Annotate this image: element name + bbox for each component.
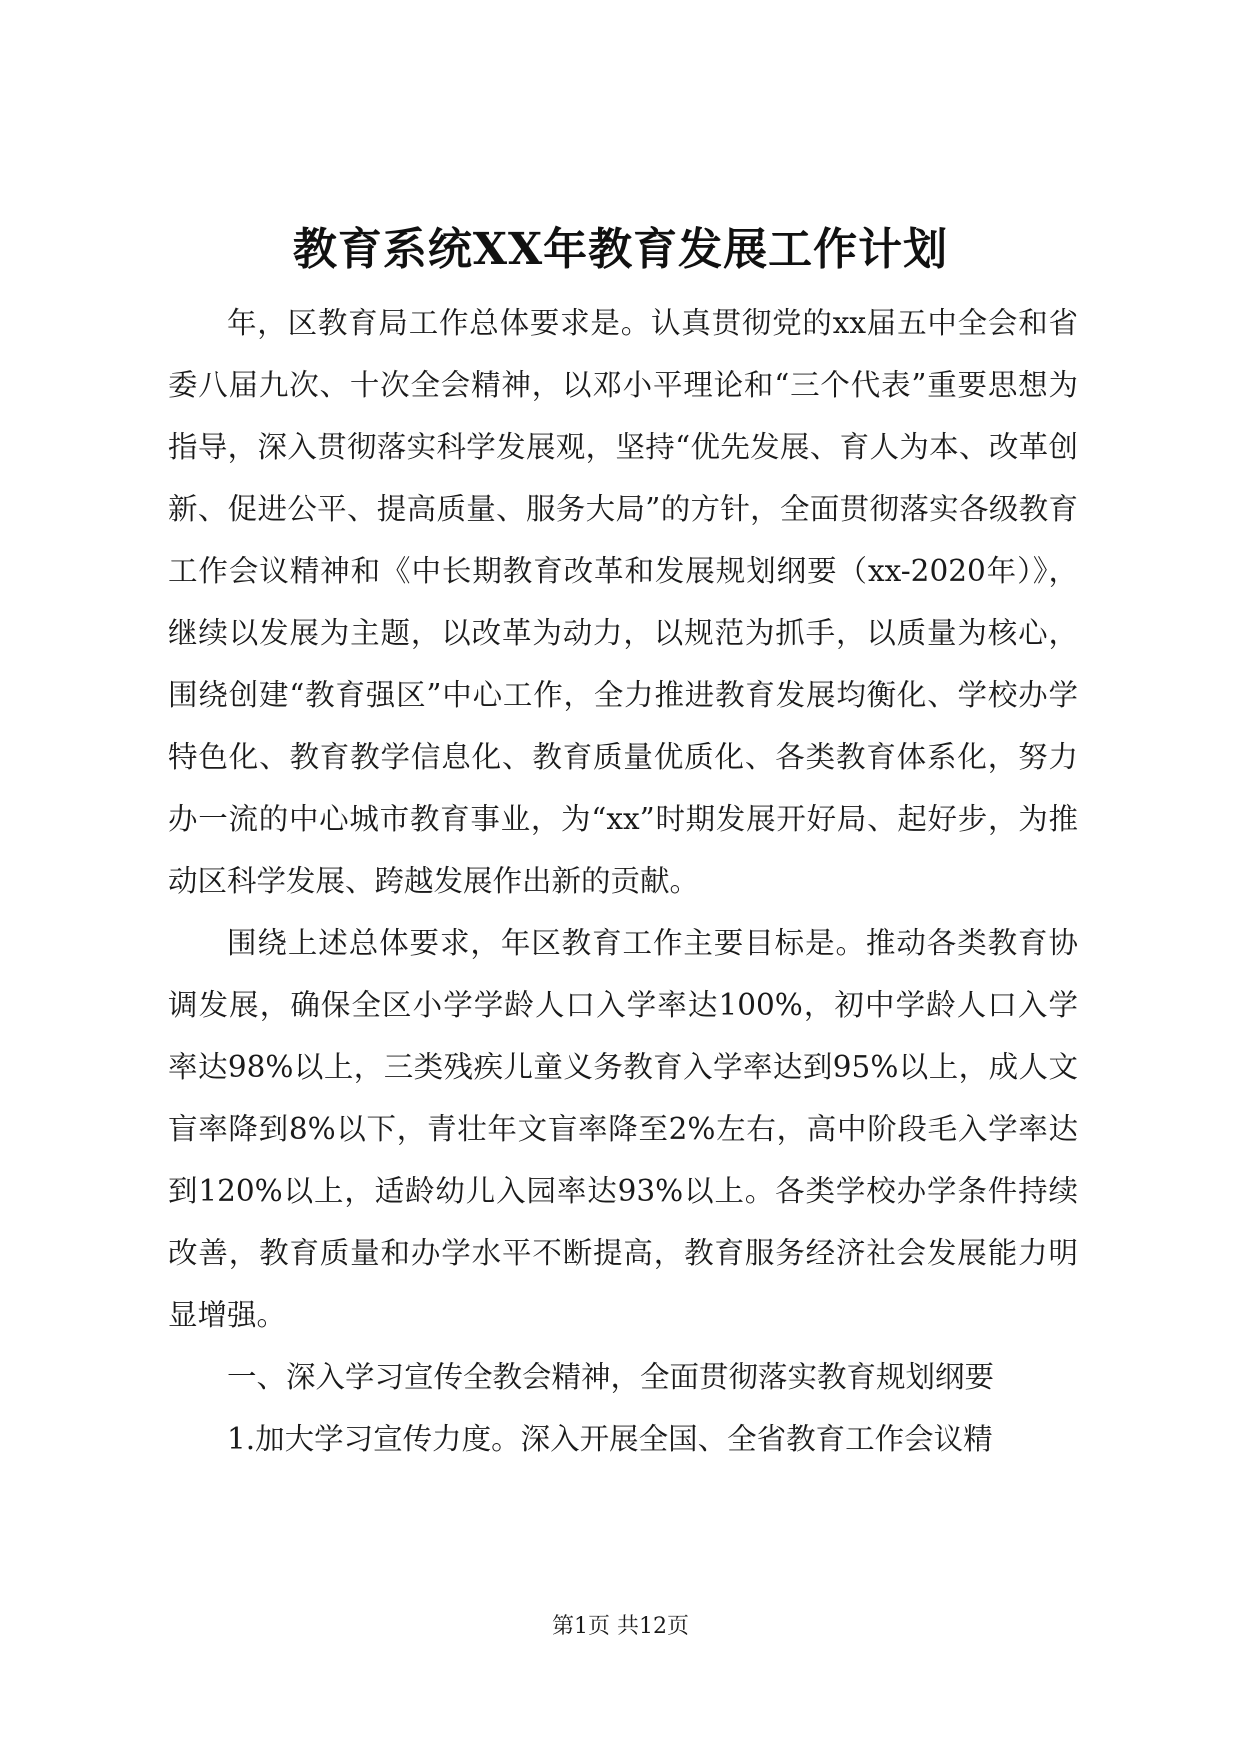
document-body: [168, 292, 1078, 1470]
paragraph-general-requirements: 年，区教育局工作总体要求是。认真贯彻党的xx届五中全会和省委八届九次、十次全会精神，以邓小平理论和“三个代表”重要思想为指导，深入贯彻落实科学发展观，坚持“优先发展、育人为本、改革创新、促进公平、提高质量、服务大局”的方针，全面贯彻落实各级教育工作会议精神和《中长期教育改革和发展规划纲要（xx-2020年）》，继续以发展为主题，以改革为动力，以规范为抓手，以质量为核心，围绕创建“教育强区”中心工作，全力推进教育发展均衡化、学校办学特色化、教育教学信息化、教育质量优质化、各类教育体系化，努力办一流的中心城市教育事业，为“xx”时期发展开好局、起好步，为推动区科学发展、跨越发展作出新的贡献。: [168, 306, 1078, 898]
section-heading-1: 一、深入学习宣传全教会精神，全面贯彻落实教育规划纲要: [227, 1360, 995, 1394]
paragraph-item-1: 1.加大学习宣传力度。深入开展全国、全省教育工作会议精: [227, 1422, 993, 1456]
page-footer: 第1页 共12页: [552, 1614, 689, 1639]
document-title: 教育系统XX年教育发展工作计划: [292, 224, 949, 275]
paragraph-main-goals: 围绕上述总体要求，年区教育工作主要目标是。推动各类教育协调发展，确保全区小学学龄人口入学率达100%，初中学龄人口入学率达98%以上，三类残疾儿童义务教育入学率达到95%以上，成人文盲率降到8%以下，青壮年文盲率降至2%左右，高中阶段毛入学率达到120%以上，适龄幼儿入园率达93%以上。各类学校办学条件持续改善，教育质量和办学水平不断提高，教育服务经济社会发展能力明显增强。: [168, 926, 1078, 1332]
